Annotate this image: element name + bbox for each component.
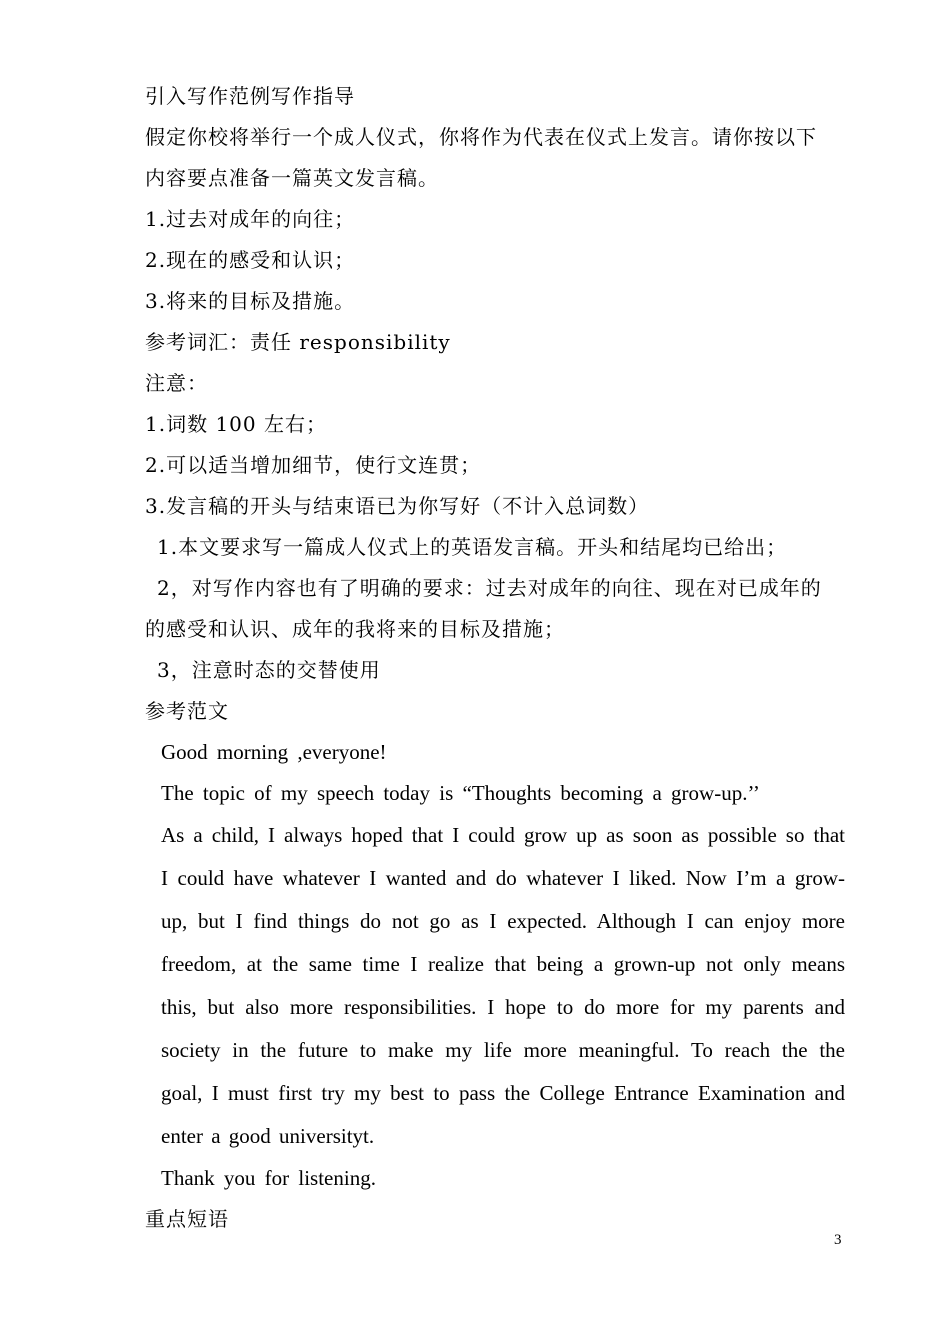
page-number: 3 [834, 1232, 842, 1248]
note-item: 1.词数 100 左右； [145, 412, 327, 436]
vocab-line: 参考词汇：责任 responsibility [145, 330, 451, 354]
prompt-line: 假定你校将举行一个成人仪式，你将作为代表在仪式上发言。请你按以下 [145, 125, 817, 149]
speech-closing: Thank you for listening. [161, 1166, 376, 1190]
document-body [145, 76, 845, 1240]
sample-label: 参考范文 [145, 699, 229, 723]
point-item: 1.过去对成年的向往； [145, 207, 356, 231]
guide-item: 的感受和认识、成年的我将来的目标及措施； [145, 617, 565, 641]
notes-label: 注意： [145, 371, 208, 395]
guide-item: 1.本文要求写一篇成人仪式上的英语发言稿。开头和结尾均已给出； [157, 535, 788, 559]
guide-item: 2，对写作内容也有了明确的要求：过去对成年的向往、现在对已成年的 [157, 576, 822, 600]
note-item: 3.发言稿的开头与结束语已为你写好（不计入总词数） [145, 494, 650, 518]
point-item: 2.现在的感受和认识； [145, 248, 356, 272]
phrases-label: 重点短语 [145, 1207, 229, 1231]
guide-item: 3，注意时态的交替使用 [157, 658, 381, 682]
point-item: 3.将来的目标及措施。 [145, 289, 356, 313]
note-item: 2.可以适当增加细节，使行文连贯； [145, 453, 482, 477]
speech-greeting: Good morning ,everyone! [161, 740, 387, 764]
speech-body: As a child, I always hoped that I could grow up as soon as possible so that I could have whatever I wanted and do whatever I liked. Now I’m a grow-up, but I find things do not go as I expected. Although I can enjoy more freedom, at the same time I realize that being a grown-up not only means this, but also more responsibilities. I hope to do more for my parents and society in the future to make my life more meaningful. To reach the the goal, I must first try my best to pass the College Entrance Examination and enter a good universityt. [161, 823, 845, 1148]
section-title: 引入写作范例写作指导 [145, 84, 355, 108]
prompt-line: 内容要点准备一篇英文发言稿。 [145, 166, 439, 190]
speech-topic: The topic of my speech today is “Thoughts becoming a grow-up.’’ [161, 781, 760, 805]
